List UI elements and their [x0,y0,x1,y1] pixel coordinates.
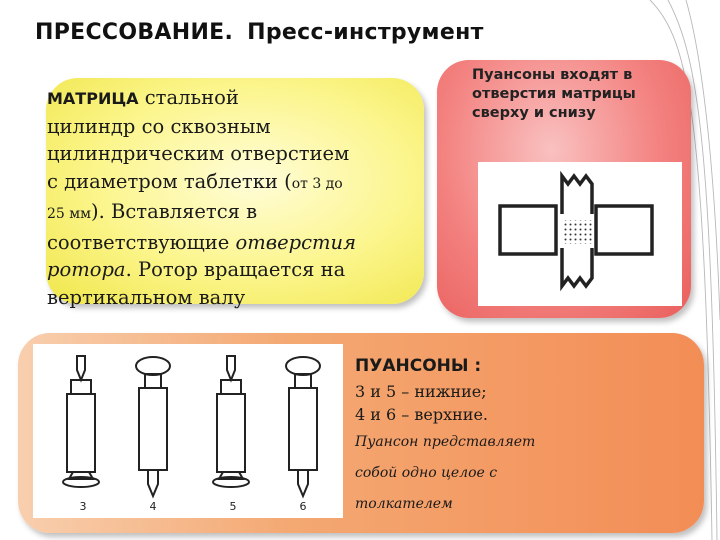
matrix-line-2: цилиндр со сквозным [47,114,271,138]
die-assembly-drawing [478,162,682,306]
matrix-line-4 [47,168,423,199]
matrix-label: МАТРИЦА [47,89,139,108]
matrix-line-4b: от 3 до [291,175,343,192]
punch-label-4: 4 [149,500,157,513]
matrix-line-1 [47,84,423,113]
matrix-line-5a: 25 мм [47,206,92,222]
matrix-line-5 [47,198,423,229]
matrix-line-3: цилиндрическим отверстием [47,142,350,165]
punch-label-5: 5 [229,500,237,513]
punch-6-drawing [286,357,320,496]
matrix-line-7b: . Ротор вращается на [125,258,346,281]
title-word-pressing: ПРЕССОВАНИЕ. [35,20,234,45]
slide-title [35,20,484,45]
punch-label-6: 6 [299,500,307,513]
punches-upper: 4 и 6 – верхние. [355,405,488,424]
matrix-line-7 [47,256,423,284]
matrix-line-6 [47,229,423,257]
matrix-line-6a: соответствующие [47,230,236,254]
punches-description [355,352,695,519]
matrix-line-7a: ротора [47,258,126,281]
matrix-line-6b: отверстия [235,230,356,254]
matrix-description [47,84,423,311]
punches-heading: ПУАНСОНЫ : [355,356,482,376]
title-word-press-tool: Пресс-инструмент [247,20,484,45]
punch-3-drawing [63,356,99,487]
punches-drawing [33,344,343,518]
punch-5-drawing [213,356,249,487]
matrix-line-8: вертикальном валу [47,285,246,309]
punch-note-line-3: толкателем [355,496,453,512]
punch-4-drawing [136,357,170,496]
punch-label-3: 3 [79,500,87,513]
punch-note-text: Пуансоны входят в отверстия матрицы сверху и снизу [472,67,636,121]
matrix-line-5b: ). Вставляется в [91,200,258,223]
punch-note-line-1: Пуансон представляет [355,434,536,450]
matrix-line-4a: с диаметром таблетки ( [47,169,292,193]
punches-lower: 3 и 5 – нижние; [355,382,487,401]
punch-note-line-2: собой одно целое с [355,465,498,481]
matrix-line-1-rest: стальной [144,86,239,109]
